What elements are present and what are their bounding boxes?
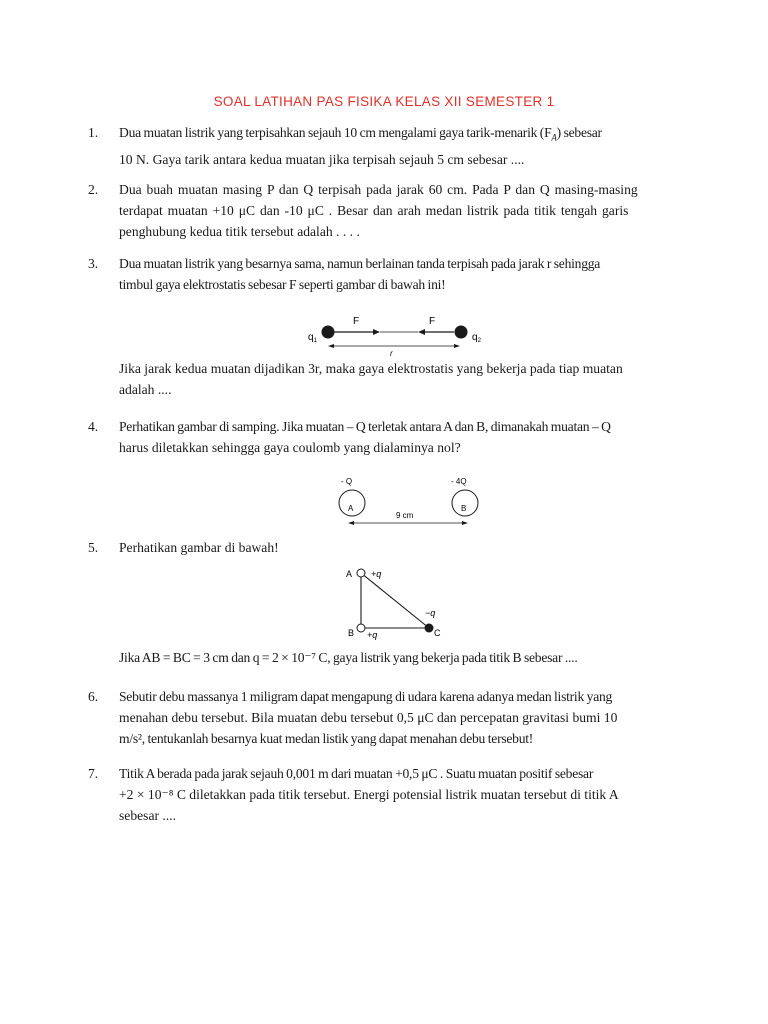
- question-line: Perhatikan gambar di samping. Jika muatan – Q terletak antara A dan B, dimanakah muatan – Q: [119, 419, 611, 434]
- force-label-left: F: [353, 316, 360, 327]
- question-text: [119, 179, 680, 242]
- charge-a-label: +q: [371, 569, 382, 579]
- question-number: 2.: [88, 182, 99, 197]
- arrowhead: [418, 329, 425, 335]
- question-text: [119, 358, 680, 400]
- question-number: 5.: [88, 540, 99, 555]
- question-line: Titik A berada pada jarak sejauh 0,001 m dari muatan +0,5 μC . Suatu muatan positif sebesar: [119, 766, 594, 781]
- side-ac: [361, 573, 429, 628]
- question-line: Dua muatan listrik yang besarnya sama, namun berlainan tanda terpisah pada jarak r sehingga: [119, 256, 601, 271]
- question-3: [88, 253, 680, 295]
- arrowhead: [373, 329, 380, 335]
- charge-q1-label: $q_1$: [308, 332, 317, 344]
- question-5-continued: [88, 647, 680, 668]
- question-5: [88, 537, 680, 558]
- charges-ab-diagram: [326, 474, 486, 530]
- subscript: A: [551, 132, 557, 143]
- distance-label: 9 cm: [396, 511, 414, 520]
- question-number: 7.: [88, 766, 99, 781]
- question-1: [88, 122, 680, 170]
- question-line: Sebutir debu massanya 1 miligram dapat mengapung di udara karena adanya medan listrik yang: [119, 689, 613, 704]
- charge-c-label: −q: [425, 608, 436, 618]
- charge-b-label: +q: [367, 630, 378, 640]
- question-text: [119, 686, 680, 749]
- arrowhead: [462, 521, 468, 525]
- question-text: [119, 763, 680, 826]
- charge-q1: [322, 326, 335, 339]
- arrowhead: [348, 521, 354, 525]
- question-2: [88, 179, 680, 242]
- point-c-label: C: [434, 628, 441, 638]
- distance-label: r: [390, 349, 393, 358]
- triangle-charges-diagram: [340, 562, 450, 642]
- question-text: [119, 416, 680, 458]
- question-line: penghubung kedua titik tersebut adalah . . . .: [119, 224, 360, 239]
- charge-at-b: [357, 624, 365, 632]
- question-4: [88, 416, 680, 458]
- question-text: [119, 537, 680, 558]
- point-b-label: B: [348, 628, 355, 638]
- question-line: terdapat muatan +10 μC dan -10 μC . Besar dan arah medan listrik pada titik tengah garis: [119, 203, 629, 218]
- page-title: SOAL LATIHAN PAS FISIKA KELAS XII SEMESTER 1: [213, 94, 555, 109]
- question-line: m/s², tentukanlah besarnya kuat medan listik yang dapat menahan debu tersebut!: [119, 731, 534, 746]
- force-label-right: F: [429, 316, 436, 327]
- question-3-continued: [88, 358, 680, 400]
- question-line: sebesar ....: [119, 808, 176, 823]
- question-text: [119, 122, 680, 170]
- point-b-label: B: [461, 504, 467, 513]
- question-number: 6.: [88, 689, 99, 704]
- arrowhead: [328, 344, 334, 348]
- question-number: 1.: [88, 125, 99, 140]
- point-a-label: A: [348, 504, 354, 513]
- charge-q2: [455, 326, 468, 339]
- question-line: adalah ....: [119, 382, 172, 397]
- question-text: [119, 253, 680, 295]
- question-line: 10 N. Gaya tarik antara kedua muatan jika terpisah sejauh 5 cm sebesar ....: [119, 151, 525, 167]
- arrowhead: [454, 344, 460, 348]
- question-6: [88, 686, 680, 749]
- charge-at-a: [357, 569, 365, 577]
- question-line: harus diletakkan sehingga gaya coulomb yang dialaminya nol?: [119, 440, 461, 455]
- question-line: Jika AB = BC = 3 cm dan q = 2 × 10⁻⁷ C, gaya listrik yang bekerja pada titik B sebesar ....: [119, 650, 578, 665]
- question-line: Dua muatan listrik yang terpisahkan sejauh 10 cm mengalami gaya tarik-menarik (F: [119, 125, 552, 140]
- question-line: timbul gaya elektrostatis sebesar F seperti gambar di bawah ini!: [119, 277, 446, 292]
- question-text: [119, 647, 680, 668]
- question-line: Jika jarak kedua muatan dijadikan 3r, maka gaya elektrostatis yang bekerja pada tiap muatan: [119, 361, 623, 376]
- coulomb-force-diagram: [300, 308, 500, 358]
- question-number: 4.: [88, 419, 99, 434]
- charge-at-c: [425, 624, 434, 633]
- charge-b-label: - 4Q: [451, 477, 467, 486]
- question-line: Dua buah muatan masing P dan Q terpisah pada jarak 60 cm. Pada P dan Q masing-masing: [119, 182, 638, 197]
- point-a-label: A: [346, 569, 353, 579]
- question-7: [88, 763, 680, 826]
- question-line: ) sebesar: [556, 125, 602, 140]
- charge-a-label: - Q: [341, 477, 353, 486]
- question-number: 3.: [88, 256, 99, 271]
- question-line: +2 × 10⁻⁸ C diletakkan pada titik tersebut. Energi potensial listrik muatan tersebut di titik A: [119, 787, 619, 802]
- question-line: Perhatikan gambar di bawah!: [119, 540, 279, 555]
- charge-q2-label: $q_2$: [472, 332, 481, 344]
- question-line: menahan debu tersebut. Bila muatan debu tersebut 0,5 μC dan percepatan gravitasi bumi 10: [119, 710, 618, 725]
